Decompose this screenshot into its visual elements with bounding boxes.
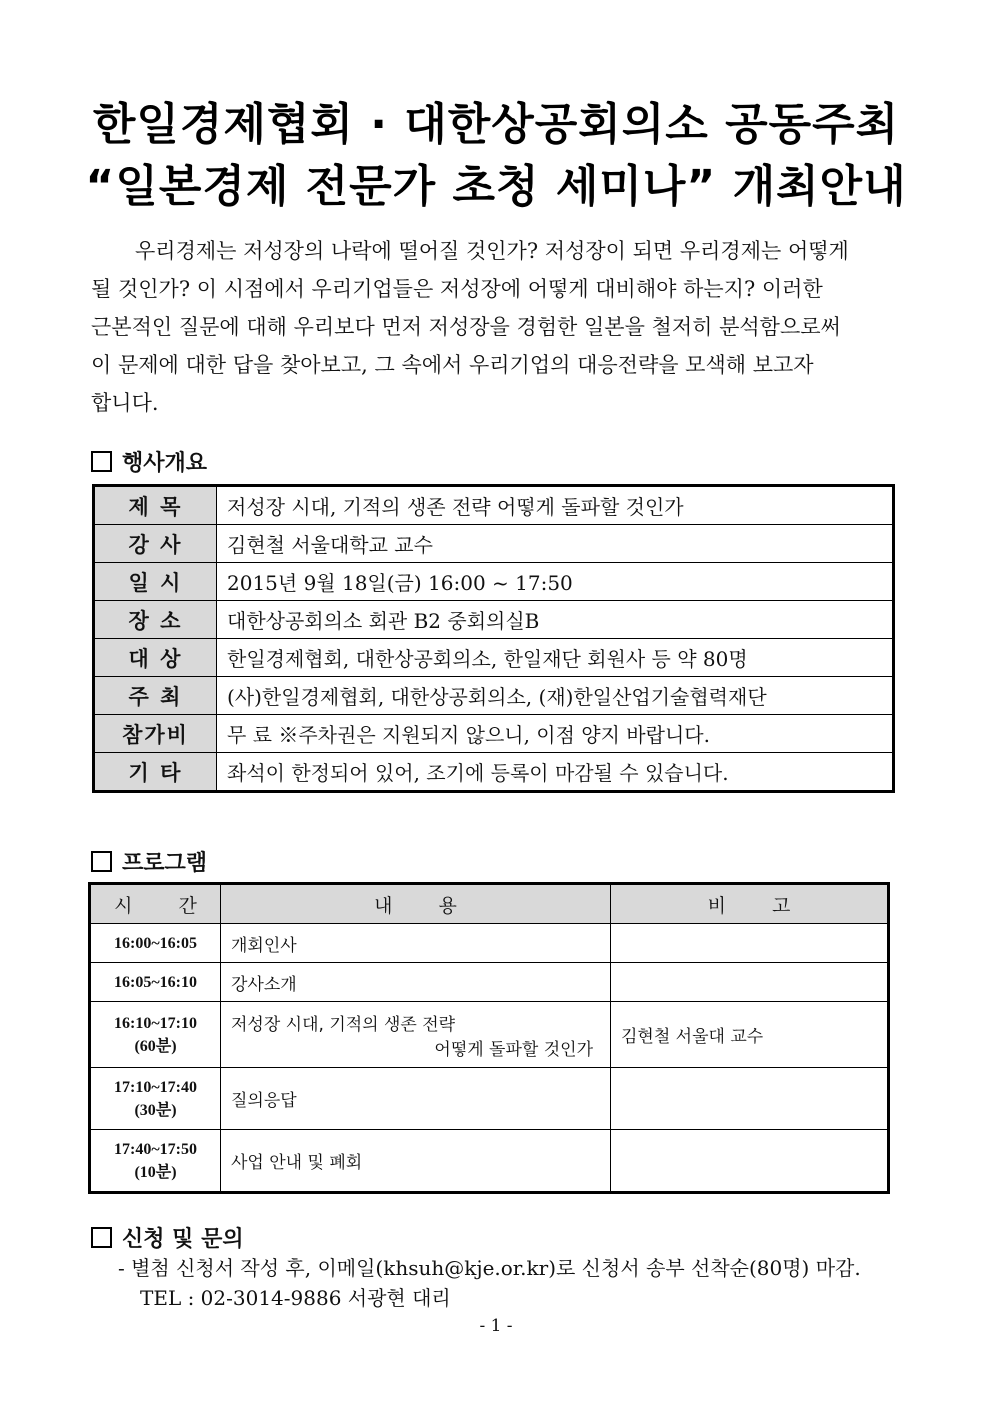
program-heading (91, 846, 207, 877)
program-content: 강사소개 (221, 963, 611, 1002)
overview-label: 대 상 (95, 639, 217, 677)
time-range: 16:05~16:10 (114, 973, 197, 991)
overview-label: 참가비 (95, 715, 217, 753)
column-header-note: 비 고 (611, 885, 888, 924)
time-duration: (10분) (134, 1163, 177, 1181)
apply-heading-text: 신청 및 문의 (122, 1227, 244, 1252)
program-row (91, 1130, 888, 1192)
program-note (611, 1130, 888, 1192)
overview-label: 제 목 (95, 487, 217, 525)
overview-row (95, 715, 893, 753)
program-note (611, 963, 888, 1002)
program-heading-text: 프로그램 (122, 851, 208, 876)
overview-label: 장 소 (95, 601, 217, 639)
overview-value: 대한상공회의소 회관 B2 중회의실B (217, 601, 893, 639)
program-content (221, 1002, 611, 1068)
overview-row (95, 639, 893, 677)
checkbox-square-icon (91, 451, 112, 472)
content-line: 어떻게 돌파할 것인가 (434, 1039, 593, 1060)
title-line-2: “일본경제 전문가 초청 세미나” 개최안내 (85, 161, 907, 212)
program-content: 질의응답 (221, 1068, 611, 1130)
intro-line: 이 문제에 대한 답을 찾아보고, 그 속에서 우리기업의 대응전략을 모색해 보고자 (91, 353, 814, 377)
intro-paragraph (91, 232, 905, 422)
overview-label: 기 타 (95, 753, 217, 791)
time-range: 16:10~17:10 (114, 1014, 197, 1032)
overview-value: 저성장 시대, 기적의 생존 전략 어떻게 돌파할 것인가 (217, 487, 893, 525)
checkbox-square-icon (91, 851, 112, 872)
program-note (611, 924, 888, 963)
program-time (91, 963, 221, 1002)
title-line-1: 한일경제협회 · 대한상공회의소 공동주최 (92, 99, 900, 150)
program-row (91, 1002, 888, 1068)
program-header-row (91, 885, 888, 924)
program-row (91, 1068, 888, 1130)
intro-line: 우리경제는 저성장의 나락에 떨어질 것인가? 저성장이 되면 우리경제는 어떻게 (135, 239, 849, 263)
apply-heading (91, 1222, 244, 1253)
overview-row (95, 753, 893, 791)
overview-value: 2015년 9월 18일(금) 16:00 ~ 17:50 (217, 563, 893, 601)
program-note: 김현철 서울대 교수 (611, 1002, 888, 1068)
program-row (91, 924, 888, 963)
time-range: 17:40~17:50 (114, 1140, 197, 1158)
overview-row (95, 563, 893, 601)
column-header-time: 시 간 (91, 885, 221, 924)
overview-label: 강 사 (95, 525, 217, 563)
overview-heading (91, 446, 207, 477)
program-note (611, 1068, 888, 1130)
program-content: 개회인사 (221, 924, 611, 963)
time-range: 16:00~16:05 (114, 934, 197, 952)
program-time (91, 1002, 221, 1068)
overview-row (95, 525, 893, 563)
overview-value: 김현철 서울대학교 교수 (217, 525, 893, 563)
overview-label: 주 최 (95, 677, 217, 715)
intro-line: 근본적인 질문에 대해 우리보다 먼저 저성장을 경험한 일본을 철저히 분석함으로써 (91, 315, 841, 339)
program-row (91, 963, 888, 1002)
overview-value: 한일경제협회, 대한상공회의소, 한일재단 회원사 등 약 80명 (217, 639, 893, 677)
overview-table (94, 486, 893, 791)
overview-value: 좌석이 한정되어 있어, 조기에 등록이 마감될 수 있습니다. (217, 753, 893, 791)
page-number: - 1 - (479, 1316, 513, 1336)
overview-value: 무 료 ※주차권은 지원되지 않으니, 이점 양지 바랍니다. (217, 715, 893, 753)
intro-line: 될 것인가? 이 시점에서 우리기업들은 저성장에 어떻게 대비해야 하는지? 이러한 (91, 277, 823, 301)
content-line: 저성장 시대, 기적의 생존 전략 (231, 1014, 456, 1035)
program-time (91, 1068, 221, 1130)
intro-line: 합니다. (91, 391, 159, 415)
program-time (91, 1130, 221, 1192)
overview-row (95, 601, 893, 639)
column-header-content: 내 용 (221, 885, 611, 924)
overview-label: 일 시 (95, 563, 217, 601)
program-time (91, 924, 221, 963)
checkbox-square-icon (91, 1227, 112, 1248)
time-duration: (30분) (134, 1101, 177, 1119)
time-duration: (60분) (134, 1037, 177, 1055)
overview-value: (사)한일경제협회, 대한상공회의소, (재)한일산업기술협력재단 (217, 677, 893, 715)
overview-heading-text: 행사개요 (122, 451, 208, 476)
program-table (90, 884, 888, 1192)
program-content: 사업 안내 및 폐회 (221, 1130, 611, 1192)
time-range: 17:10~17:40 (114, 1078, 197, 1096)
contact-line: TEL : 02-3014-9886 서광현 대리 (140, 1286, 451, 1310)
overview-row (95, 677, 893, 715)
apply-line: - 별첨 신청서 작성 후, 이메일(khsuh@kje.or.kr)로 신청서 송부 선착순(80명) 마감. (118, 1256, 861, 1280)
overview-row (95, 487, 893, 525)
